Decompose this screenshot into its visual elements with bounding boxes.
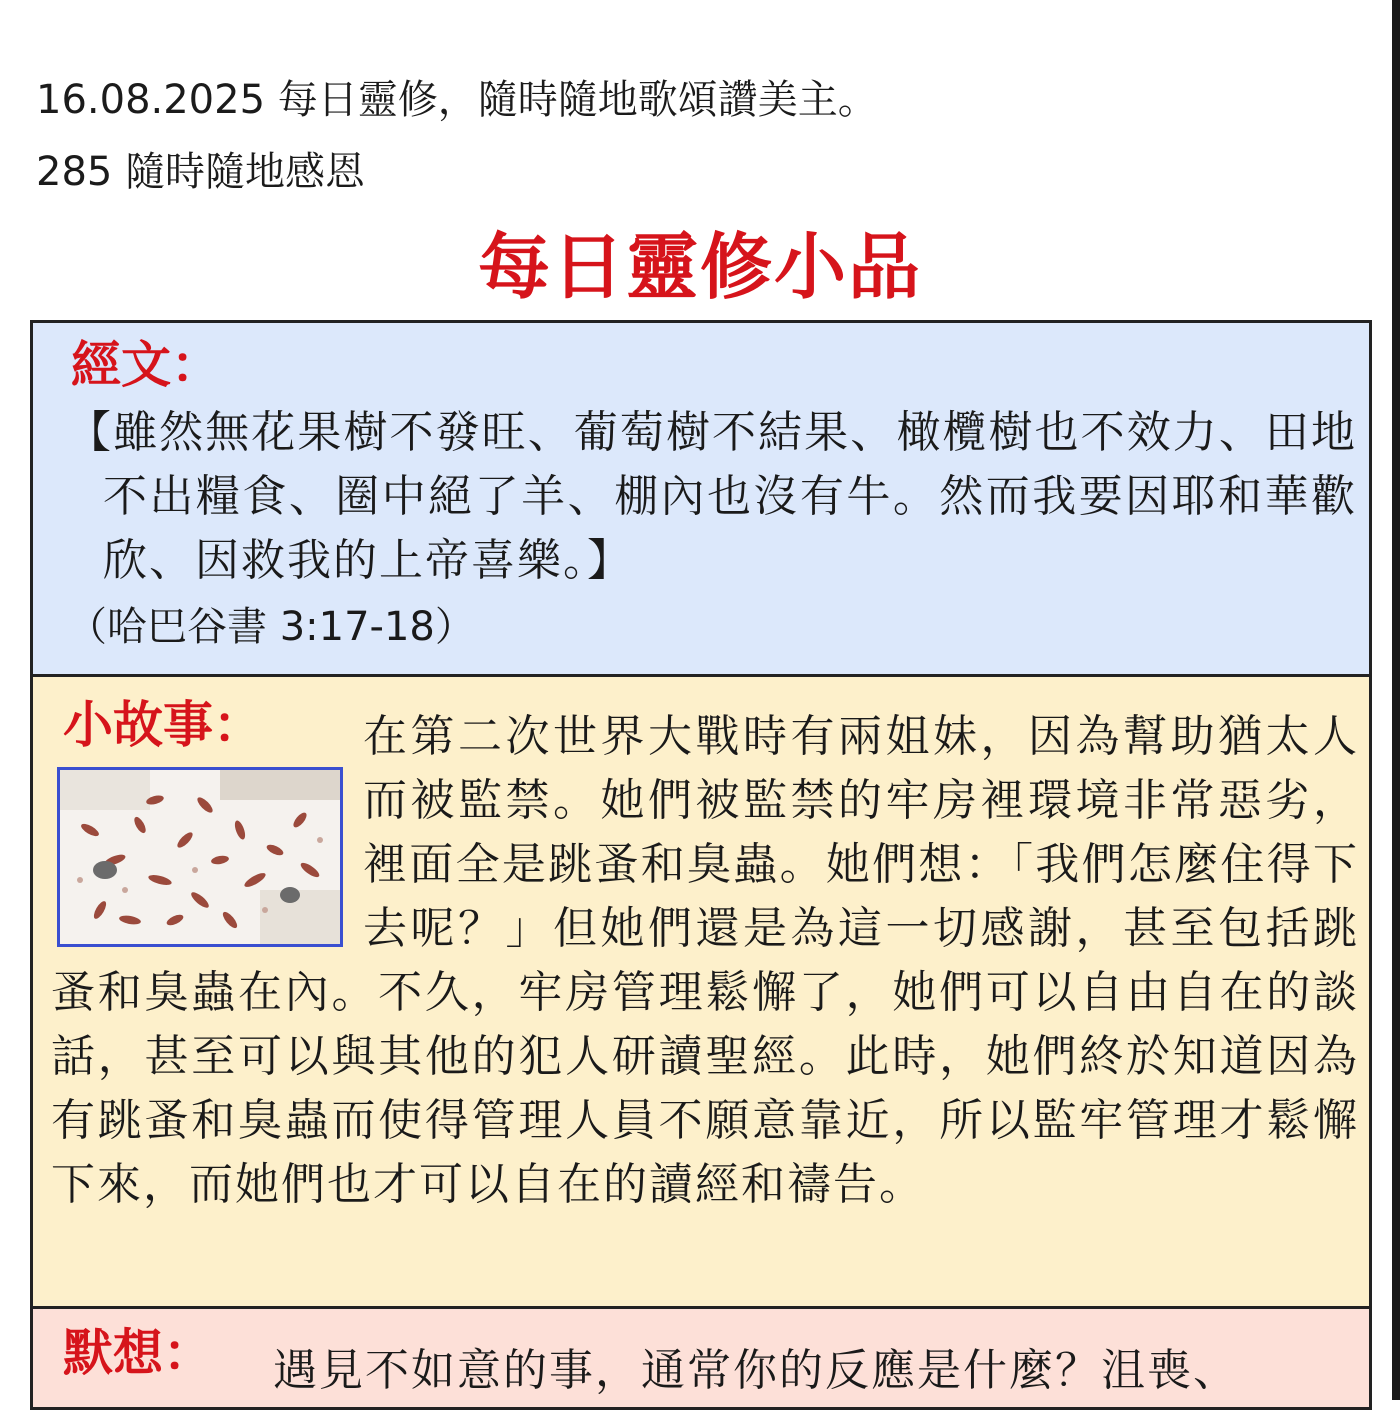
hymn-heading: 285 隨時隨地感恩 <box>36 149 366 195</box>
scripture-reference: （哈巴谷書 3:17-18） <box>67 604 475 650</box>
story-heading: 小故事： <box>63 696 263 754</box>
story-section <box>33 677 1369 1309</box>
devotional-frame <box>30 320 1372 1410</box>
meditation-text: 遇見不如意的事，通常你的反應是什麼？沮喪、 <box>273 1345 1239 1396</box>
story-paragraph <box>51 705 1359 1217</box>
page-title: 每日靈修小品 <box>477 225 922 309</box>
meditation-heading: 默想： <box>63 1324 213 1382</box>
meditation-section <box>33 1309 1369 1410</box>
story-body: 在第二次世界大戰時有兩姐妹，因為幫助猶太人而被監禁。她們被監禁的牢房裡環境非常惡劣，裡面全是跳蚤和臭蟲。她們想：「我們怎麼住得下去呢？」但她們還是為這一切感謝，甚至包括跳蚤和臭蟲在內。不久，牢房管理鬆懈了，她們可以自由自在的談話，甚至可以與其他的犯人研讀聖經。此時，她們終於知道因為有跳蚤和臭蟲而使得管理人員不願意靠近，所以監牢管理才鬆懈下來，而她們也才可以自在的讀經和禱告。 <box>51 711 1359 1210</box>
date-heading: 16.08.2025 每日靈修，隨時隨地歌頌讚美主。 <box>36 77 878 123</box>
scripture-section <box>33 323 1369 677</box>
scripture-verse: 【雖然無花果樹不發旺、葡萄樹不結果、橄欖樹也不效力、田地不出糧食、圈中絕了羊、棚內也沒有牛。然而我要因耶和華歡欣、因救我的上帝喜樂。】 <box>67 407 1357 586</box>
window-edge <box>1392 0 1400 1400</box>
scripture-heading: 經文： <box>71 336 221 394</box>
image-spacer <box>51 705 353 961</box>
